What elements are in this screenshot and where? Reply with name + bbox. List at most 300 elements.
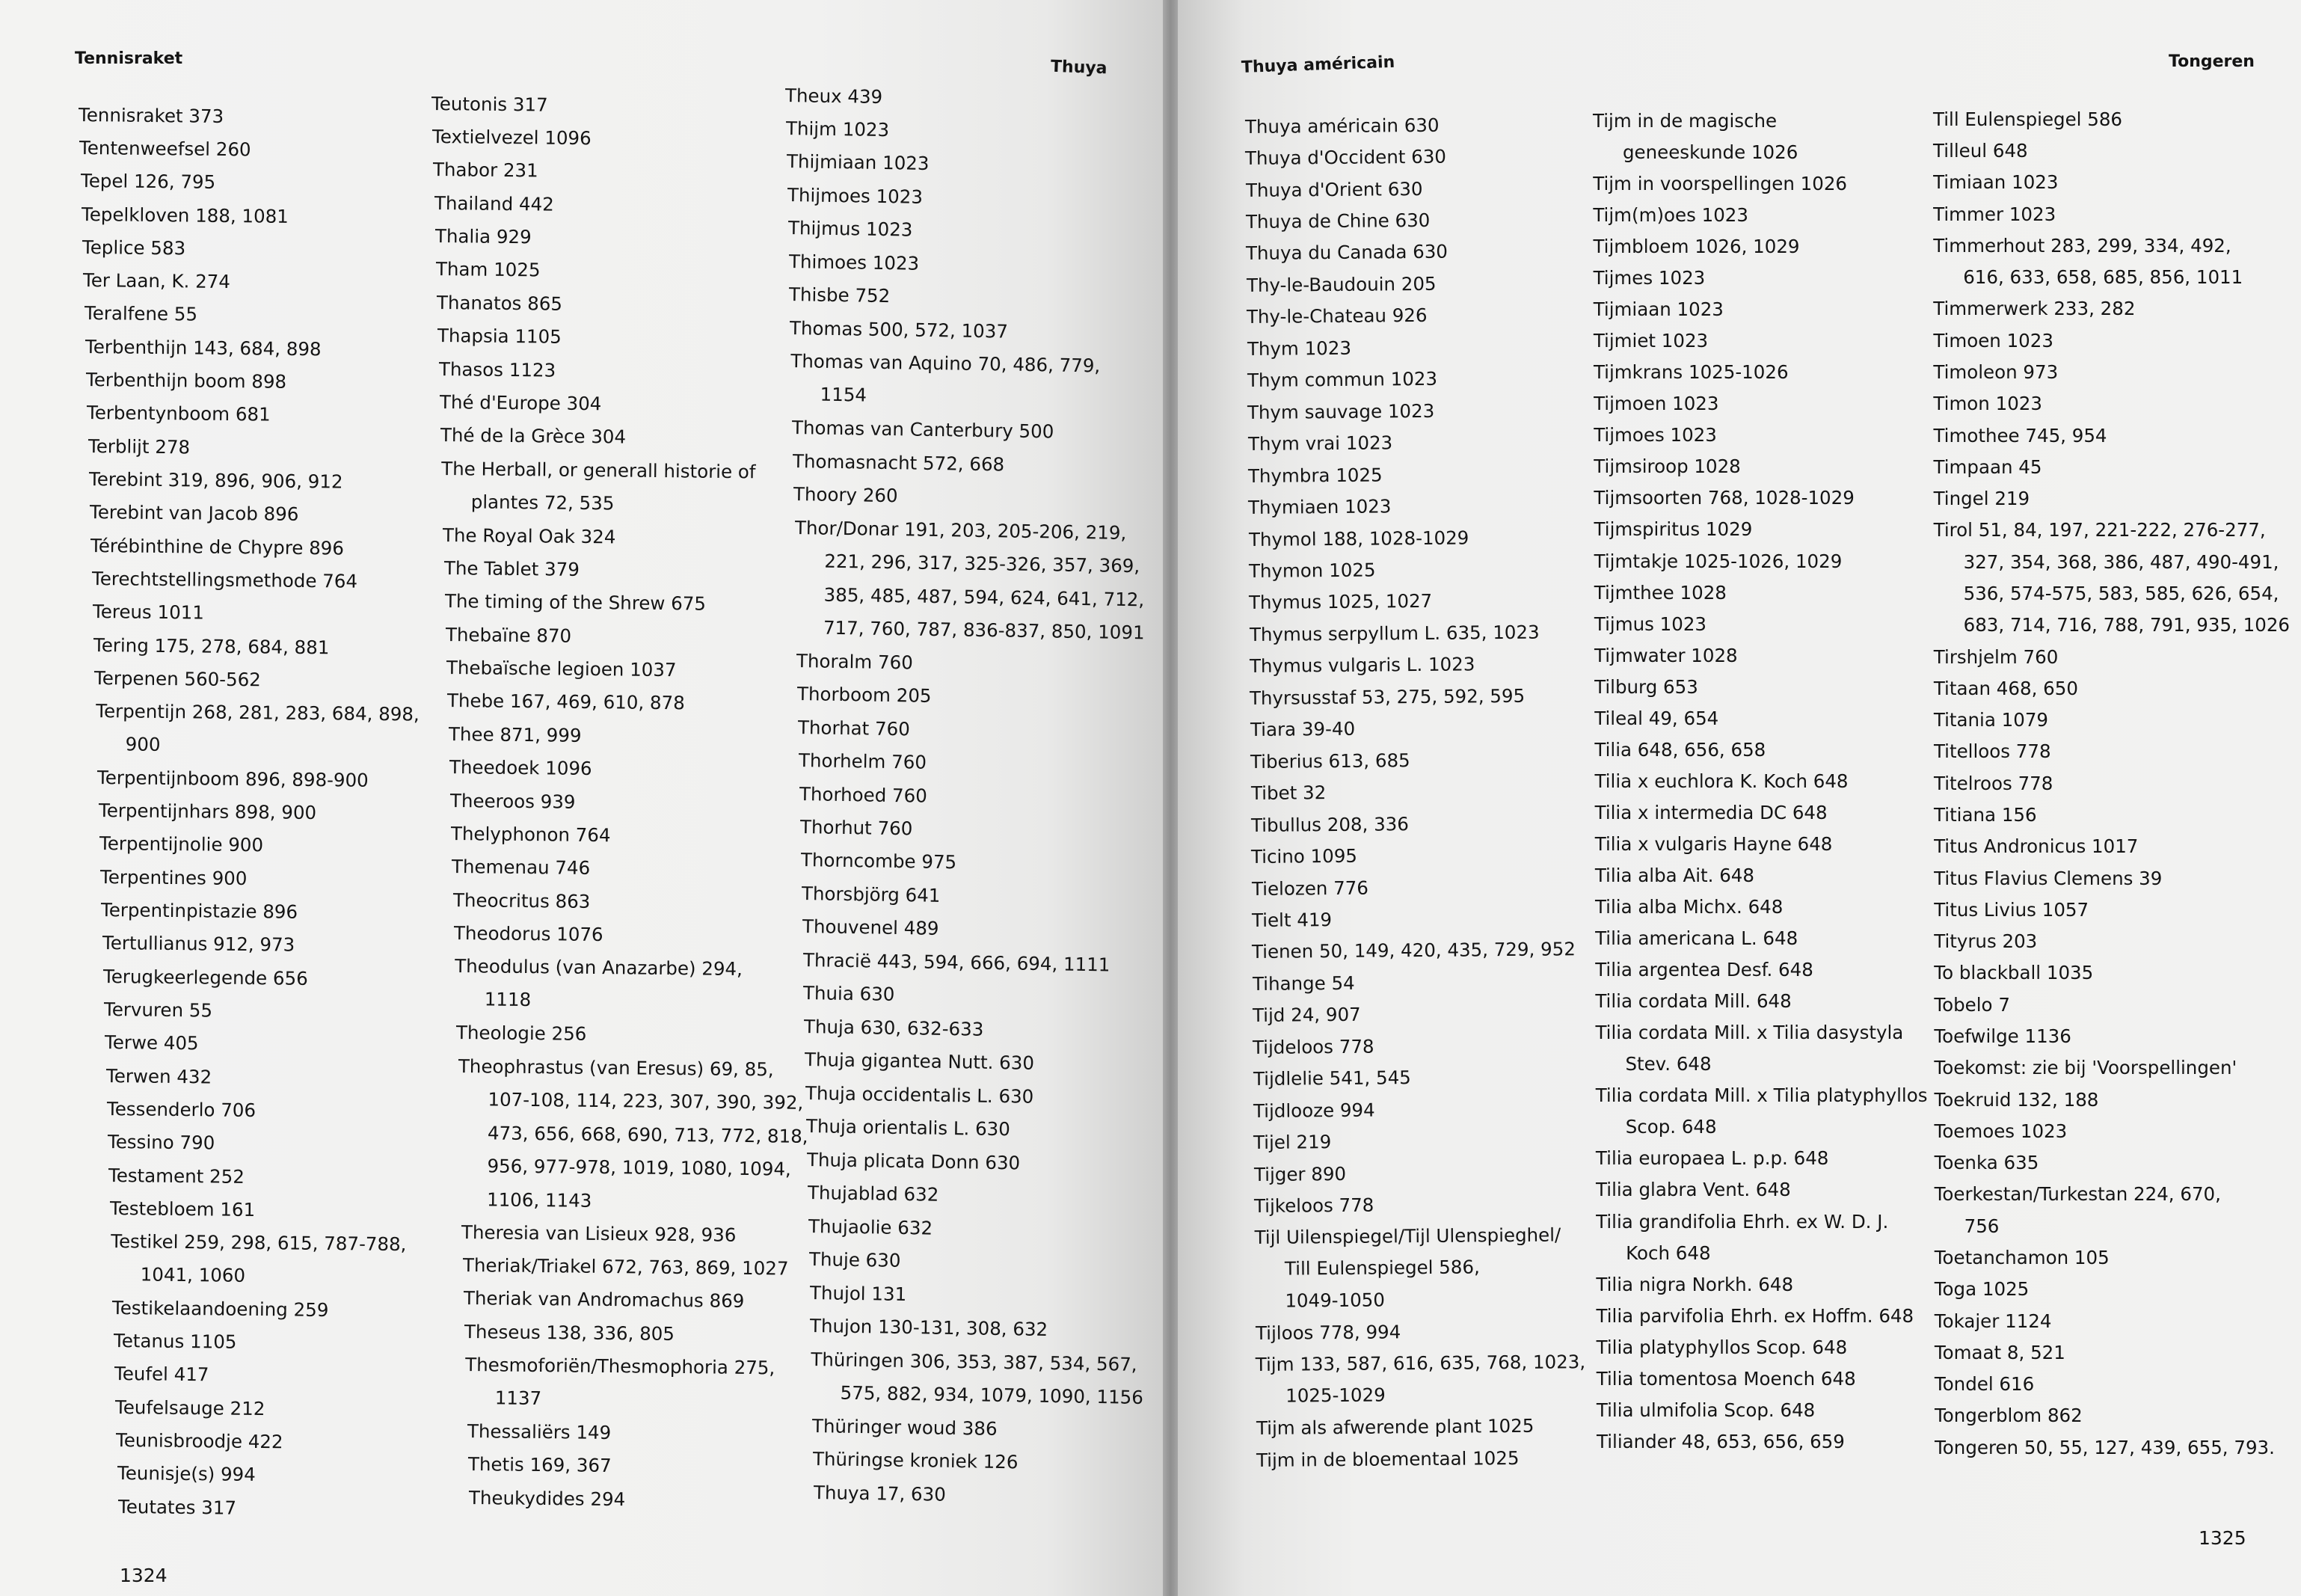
index-entry-line: Tijmspiritus 1029: [1594, 518, 1753, 541]
index-entry: [441, 452, 756, 522]
index-entry: [790, 345, 1101, 416]
index-entry-line: Tijmes 1023: [1593, 267, 1706, 289]
index-entry: [785, 79, 883, 114]
index-entry: [1934, 989, 2010, 1021]
index-entry: [446, 619, 572, 653]
index-entry-line: Thymus serpyllum L. 635, 1023: [1249, 621, 1540, 645]
index-entry-line: Thanatos 865: [436, 291, 563, 315]
index-entry: [806, 1110, 1011, 1147]
index-entry-line: Thorsbjörg 641: [801, 882, 941, 906]
index-entry-line: Tilia alba Michx. 648: [1594, 896, 1784, 918]
index-entry-line: Thijmoes 1023: [787, 183, 923, 208]
index-entry-line: Tijmwater 1028: [1594, 644, 1738, 666]
index-entry-line: Terugkeerlegende 656: [102, 965, 308, 989]
index-entry: [1935, 1147, 2039, 1179]
index-entry: [1933, 104, 2122, 135]
index-entry-line: Tilia 648, 656, 658: [1594, 738, 1766, 761]
index-entry-line: Thujablad 632: [807, 1182, 939, 1206]
index-entry-line: Tilia x vulgaris Hayne 648: [1594, 832, 1833, 855]
index-entry: [1933, 135, 2028, 167]
index-entry: [1934, 1052, 2237, 1084]
index-entry-line: Tibullus 208, 336: [1250, 812, 1409, 836]
index-entry-continuation: 717, 760, 787, 836-837, 850, 1091: [823, 616, 1145, 644]
index-entry: [454, 917, 603, 951]
index-entry-continuation: 956, 977-978, 1019, 1080, 1094,: [486, 1155, 791, 1180]
index-entry: [1595, 797, 1828, 829]
index-entry: [467, 1415, 611, 1449]
index-entry-line: Theukydides 294: [468, 1486, 626, 1510]
index-entry-line: Toekruid 132, 188: [1934, 1088, 2099, 1111]
index-entry-line: Theriak van Andromachus 869: [463, 1287, 745, 1313]
index-entry: [464, 1282, 745, 1318]
index-entry-line: Theseus 138, 336, 805: [464, 1320, 675, 1345]
index-entry-continuation: 1041, 1060: [140, 1263, 246, 1287]
index-entry: [1597, 1332, 1848, 1363]
index-entry-line: Theedoek 1096: [449, 756, 592, 780]
index-entry-line: Tihange 54: [1252, 972, 1355, 995]
index-entry: [1594, 357, 1789, 388]
index-entry: [802, 944, 1110, 982]
index-entry: [1595, 766, 1849, 797]
page-number: 1324: [120, 1565, 168, 1586]
index-entry: [1934, 452, 2042, 483]
index-entry-line: Thuya d'Orient 630: [1245, 177, 1423, 201]
index-entry-line: Timothee 745, 954: [1933, 424, 2107, 446]
index-entry: [1595, 891, 1783, 923]
index-entry: [797, 678, 932, 713]
index-entry-line: Tobelo 7: [1934, 993, 2010, 1016]
index-entry: [1594, 514, 1753, 545]
index-entry: [793, 512, 1146, 650]
index-entry: [1596, 1206, 1888, 1269]
index-entry-continuation: geneeskunde 1026: [1623, 141, 1798, 163]
index-entry-line: Tijmoen 1023: [1594, 393, 1719, 415]
index-entry-line: Tijmbloem 1026, 1029: [1593, 236, 1800, 258]
index-entry-line: Tijmtakje 1025-1026, 1029: [1594, 550, 1843, 572]
index-entry: [803, 977, 895, 1011]
index-entry-line: Testikelaandoening 259: [112, 1296, 329, 1321]
index-entry-line: Tijm(m)oes 1023: [1593, 204, 1748, 227]
index-entry-line: Thijmus 1023: [787, 217, 913, 242]
index-entry-line: Tileal 49, 654: [1594, 707, 1719, 729]
index-entry: [1935, 1400, 2083, 1431]
index-entry-line: Terpentijnboom 896, 898-900: [97, 766, 369, 791]
index-entry: [1595, 829, 1833, 860]
index-entry-line: Thy-le-Baudouin 205: [1246, 272, 1437, 296]
index-entry-line: Thapsia 1105: [437, 325, 562, 348]
index-entry: [1935, 1116, 2068, 1147]
index-entry-line: Theux 439: [784, 84, 883, 108]
index-entry-line: Thuya d'Occident 630: [1245, 145, 1447, 170]
index-entry: [1933, 357, 2058, 388]
index-entry-line: Tijmkrans 1025-1026: [1593, 361, 1789, 384]
index-entry-line: Tityrus 203: [1934, 930, 2038, 953]
index-entry-line: Timmerhout 283, 299, 334, 492,: [1933, 234, 2231, 257]
index-entry: [447, 684, 685, 720]
index-entry-line: Tijkeloos 778: [1254, 1194, 1374, 1218]
index-entry-line: Thuya de Chine 630: [1245, 209, 1431, 233]
index-entry: [445, 585, 706, 621]
index-entry-line: Theriak/Triakel 672, 763, 869, 1027: [462, 1253, 789, 1280]
index-entry: [1594, 546, 1843, 577]
index-entry-line: Tirshjelm 760: [1933, 645, 2059, 668]
index-entry: [1595, 1017, 1903, 1080]
index-entry-line: Toerkestan/Turkestan 224, 670,: [1934, 1183, 2221, 1206]
index-entry-line: Tervuren 55: [103, 998, 213, 1022]
index-entry-line: Timoen 1023: [1933, 329, 2053, 352]
index-entry-line: Tijdeloos 778: [1253, 1035, 1375, 1058]
index-entry: [439, 386, 601, 421]
index-entry: [1934, 642, 2059, 673]
index-entry-line: Tijl Uilenspiegel/Tijl Ulenspieghel/: [1253, 1224, 1561, 1249]
index-entry-line: Tessino 790: [107, 1131, 215, 1154]
index-entry-line: Titelloos 778: [1933, 740, 2051, 763]
index-entry: [432, 120, 592, 156]
index-entry: [811, 1343, 1145, 1415]
index-entry-line: Tilia tomentosa Moench 648: [1596, 1367, 1856, 1390]
index-entry-line: Tijloos 778, 994: [1255, 1321, 1401, 1344]
index-entry: [1935, 1432, 2275, 1464]
index-entry-line: The Royal Oak 324: [443, 524, 617, 547]
index-entry: [464, 1316, 675, 1351]
index-entry: [1935, 1337, 2065, 1369]
index-entry: [436, 253, 541, 287]
index-entry-line: Toetanchamon 105: [1934, 1247, 2110, 1269]
right-page: [1178, 0, 2301, 1596]
index-entry: [805, 1077, 1034, 1114]
index-entry-line: Theresia van Lisieux 928, 936: [461, 1221, 737, 1246]
index-entry: [786, 112, 890, 147]
index-entry-line: Thuja 630, 632-633: [804, 1015, 984, 1040]
index-entry: [465, 1348, 775, 1418]
index-entry-line: Thijmiaan 1023: [786, 150, 930, 175]
index-entry: [1933, 325, 2053, 357]
index-entry: [793, 445, 1005, 482]
index-entry: [433, 153, 538, 188]
index-entry-line: Tentenweefsel 260: [79, 136, 252, 161]
index-entry-line: Terpentines 900: [99, 865, 248, 889]
index-entry: [1935, 1274, 2030, 1305]
index-entry-line: Tering 175, 278, 684, 881: [93, 633, 330, 658]
index-entry: [1594, 640, 1738, 672]
index-entry-line: Tilia cordata Mill. x Tilia platyphyllos: [1595, 1084, 1928, 1107]
index-entry: [1597, 1395, 1815, 1426]
index-entry-line: Teutonis 317: [431, 92, 548, 116]
index-entry-line: Thymol 188, 1028-1029: [1248, 526, 1469, 550]
index-entry-continuation: 575, 882, 934, 1079, 1090, 1156: [840, 1381, 1144, 1409]
index-entry-continuation: Koch 648: [1626, 1241, 1711, 1264]
index-entry-line: Terbenthijn 143, 684, 898: [85, 335, 322, 360]
index-entry: [1934, 736, 2051, 767]
index-entry-line: Thorhut 760: [799, 816, 913, 840]
index-entry: [793, 478, 897, 513]
index-entry: [449, 751, 592, 785]
index-entry: [804, 1010, 984, 1046]
index-entry-line: Thé d'Europe 304: [439, 391, 602, 415]
index-entry-line: Titania 1079: [1933, 709, 2049, 731]
running-head-right: Thuya: [1050, 57, 1108, 79]
index-entry-line: Timpaan 45: [1933, 455, 2042, 478]
index-entry-line: Thesmoforiën/Thesmophoria 275,: [465, 1354, 775, 1379]
index-entry: [805, 1043, 1035, 1080]
index-entry-line: Terebint 319, 896, 906, 912: [88, 468, 343, 493]
index-entry-line: Tijdlooze 994: [1253, 1099, 1375, 1122]
index-entry: [813, 1443, 1019, 1479]
index-entry-line: Thé de la Grèce 304: [440, 424, 627, 448]
index-entry-line: Tilia europaea L. p.p. 648: [1595, 1147, 1829, 1170]
index-entry-line: Tijmthee 1028: [1594, 581, 1727, 604]
index-entry: [446, 651, 677, 687]
index-entry-line: Textielvezel 1096: [432, 125, 592, 150]
index-entry-line: Tiara 39-40: [1250, 718, 1356, 741]
index-entry-line: Testebloem 161: [109, 1197, 255, 1221]
index-entry-continuation: Scop. 648: [1625, 1116, 1717, 1138]
index-entry-continuation: 1025-1029: [1285, 1384, 1386, 1408]
index-entry-line: Theodorus 1076: [453, 922, 603, 946]
index-entry-line: Tirol 51, 84, 197, 221-222, 276-277,: [1933, 519, 2266, 541]
index-entry: [452, 850, 591, 885]
index-entry-continuation: 221, 296, 317, 325-326, 357, 369,: [823, 550, 1140, 577]
index-entry: [1934, 673, 2078, 705]
index-entry: [451, 817, 611, 853]
index-entry: [1935, 1242, 2110, 1274]
index-entry-line: To blackball 1035: [1934, 962, 2094, 984]
index-entry-line: Tepelkloven 188, 1081: [81, 203, 289, 227]
index-entry-line: Thorncombe 975: [800, 849, 957, 874]
index-entry: [812, 1410, 998, 1446]
index-entry-line: Till Eulenspiegel 586: [1933, 108, 2123, 130]
index-entry-line: Thabor 231: [433, 159, 539, 182]
index-entry-line: Titus Flavius Clemens 39: [1934, 867, 2163, 889]
index-entry-line: Thuja orientalis L. 630: [805, 1115, 1011, 1141]
index-entry-line: Tereus 1011: [92, 601, 204, 624]
index-entry-line: Tilia cordata Mill. x Tilia dasystyla: [1595, 1022, 1904, 1044]
index-entry: [1594, 577, 1727, 609]
index-entry-line: Terblijt 278: [87, 435, 190, 458]
index-entry-line: Tilia nigra Norkh. 648: [1596, 1273, 1794, 1295]
index-entry: [1934, 863, 2162, 894]
index-entry-line: Thym commun 1023: [1247, 368, 1438, 392]
index-entry: [1593, 200, 1748, 231]
index-entry-line: Thimoes 1023: [788, 250, 919, 274]
index-entry-line: Thetis 169, 367: [467, 1453, 612, 1477]
index-entry-line: Toekomst: zie bij 'Voorspellingen': [1934, 1057, 2237, 1079]
index-entry-line: Tijm in de bloementaal 1025: [1256, 1446, 1520, 1471]
index-entry-line: Tennisraket 373: [78, 103, 224, 127]
index-entry-line: Timoleon 973: [1933, 361, 2059, 384]
index-entry-line: Tessenderlo 706: [106, 1097, 256, 1121]
index-entry-line: Teufelsauge 212: [115, 1396, 265, 1419]
index-entry-line: Thyrsusstaf 53, 275, 592, 595: [1250, 684, 1526, 709]
index-entry-line: Thymus vulgaris L. 1023: [1249, 653, 1475, 678]
index-entry-line: Tongeren 50, 55, 127, 439, 655, 793.: [1935, 1436, 2275, 1458]
index-entry-continuation: 1106, 1143: [486, 1188, 592, 1212]
page-number: 1325: [2199, 1527, 2246, 1549]
index-entry-line: Tijm in de magische: [1593, 109, 1778, 132]
index-entry-line: Ticino 1095: [1251, 844, 1358, 868]
index-entry: [1933, 199, 2056, 230]
index-entry-line: Thorboom 205: [797, 683, 933, 707]
index-entry-line: Tijmus 1023: [1594, 613, 1707, 635]
index-entry: [808, 1210, 933, 1245]
index-entry-line: Tokajer 1124: [1934, 1310, 2052, 1332]
index-entry: [787, 179, 923, 214]
index-entry-line: Testament 252: [108, 1164, 245, 1188]
index-entry-line: Testikel 259, 298, 615, 787-788,: [110, 1230, 407, 1256]
index-entry-line: Terbenthijn boom 898: [85, 369, 287, 393]
running-head-left: Tennisraket: [75, 49, 183, 68]
index-entry-line: Titiana 156: [1934, 804, 2037, 826]
index-entry-continuation: 756: [1964, 1215, 2000, 1237]
index-entry: [1933, 420, 2107, 452]
index-entry: [808, 1243, 900, 1277]
index-entry: [1595, 860, 1754, 891]
index-entry-line: Thee 871, 999: [448, 722, 582, 746]
index-entry-continuation: 900: [125, 733, 161, 756]
index-entry-line: Terpentinpistazie 896: [101, 899, 298, 923]
index-entry-line: Toga 1025: [1934, 1278, 2030, 1301]
index-entry-line: Tingel 219: [1933, 488, 2030, 510]
index-entry: [1596, 1080, 1928, 1143]
index-entry-line: Thelyphonon 764: [451, 822, 611, 847]
index-entry-line: Toenka 635: [1934, 1152, 2039, 1174]
index-entry: [799, 744, 927, 779]
index-entry-line: Timmerwerk 233, 282: [1933, 298, 2136, 320]
index-entry: [1934, 768, 2053, 799]
index-entry-line: Teplice 583: [82, 236, 186, 260]
index-entry: [434, 187, 553, 221]
index-entry-line: Terpentijnhars 898, 900: [98, 799, 316, 824]
index-entry-line: Thomasnacht 572, 668: [792, 449, 1005, 476]
index-entry-continuation: 473, 656, 668, 690, 713, 772, 818,: [487, 1121, 808, 1147]
index-entry: [1935, 1306, 2052, 1337]
index-entry-line: Tielt 419: [1251, 909, 1333, 931]
index-entry: [1594, 703, 1718, 734]
index-entry-line: Teunisje(s) 994: [117, 1462, 256, 1486]
index-entry-line: Theocritus 863: [452, 888, 591, 912]
index-entry-line: Thouvenel 489: [802, 915, 939, 940]
index-entry-line: Tilia ulmifolia Scop. 648: [1596, 1399, 1816, 1421]
index-entry: [1934, 483, 2030, 515]
index-entry-line: Timon 1023: [1933, 393, 2042, 415]
index-entry-line: Tilia platyphyllos Scop. 648: [1596, 1336, 1848, 1358]
index-entry: [810, 1310, 1048, 1346]
index-entry: [1933, 388, 2042, 420]
index-entry: [789, 278, 891, 313]
index-entry: [1597, 1363, 1856, 1395]
index-entry: [1594, 420, 1717, 451]
index-entry: [1935, 1369, 2034, 1400]
index-entry-line: Thomas 500, 572, 1037: [790, 316, 1009, 343]
index-entry: [1594, 263, 1706, 294]
index-entry-line: Tilia x intermedia DC 648: [1594, 801, 1828, 823]
index-entry: [461, 1216, 737, 1252]
index-entry: [1597, 1426, 1845, 1458]
index-entry-line: Thomas van Canterbury 500: [791, 417, 1054, 443]
index-entry: [437, 286, 562, 321]
index-entry-line: Thijm 1023: [785, 117, 890, 141]
index-entry-line: Thym 1023: [1247, 337, 1351, 360]
index-entry-line: Thasos 1123: [438, 357, 556, 381]
index-entry-line: The Tablet 379: [443, 556, 580, 580]
index-entry: [456, 1050, 808, 1220]
index-entry-line: Tienen 50, 149, 420, 435, 729, 952: [1252, 938, 1576, 963]
index-entry: [807, 1144, 1021, 1180]
index-entry-line: Thailand 442: [434, 191, 554, 215]
index-entry-continuation: 1118: [484, 989, 532, 1011]
index-entry: [1935, 1179, 2221, 1242]
index-entry-line: Teufel 417: [114, 1363, 209, 1386]
index-entry-line: Tilia parvifolia Ehrh. ex Hoffm. 648: [1596, 1304, 1914, 1327]
index-entry-line: Thym vrai 1023: [1247, 432, 1392, 455]
index-entry: [1597, 1301, 1914, 1332]
index-entry-line: Thuja occidentalis L. 630: [805, 1081, 1034, 1108]
index-entry: [1596, 1174, 1791, 1206]
index-entry-line: Tilia alba Ait. 648: [1594, 865, 1754, 887]
index-entry: [1594, 388, 1718, 420]
index-entry: [1933, 167, 2058, 198]
index-entry-line: Tetanus 1105: [113, 1330, 237, 1353]
index-entry: [456, 1016, 587, 1051]
index-entry-line: Titus Livius 1057: [1934, 898, 2089, 921]
index-entry-line: Tomaat 8, 521: [1934, 1341, 2065, 1363]
index-entry-line: Teralfene 55: [84, 302, 197, 326]
index-entry: [438, 353, 556, 387]
index-entry-line: Terpenen 560-562: [94, 666, 262, 691]
running-head-right: Tongeren: [2169, 52, 2255, 71]
index-entry: [450, 785, 576, 819]
index-entry-line: Thuya américain 630: [1244, 114, 1440, 138]
index-entry-line: Toefwilge 1136: [1934, 1025, 2071, 1048]
index-entry: [1594, 294, 1724, 325]
index-entry: [790, 312, 1009, 349]
index-entry-line: Terwen 432: [105, 1064, 212, 1088]
index-entry-line: Terechtstellingsmethode 764: [91, 567, 357, 592]
index-entry: [443, 519, 616, 554]
index-entry: [786, 145, 929, 180]
index-entry-line: The Herball, or generall historie of: [441, 457, 756, 483]
index-entry: [798, 711, 911, 746]
index-entry-line: Tilia grandifolia Ehrh. ex W. D. J.: [1596, 1210, 1889, 1233]
index-entry-line: Tijdlelie 541, 545: [1253, 1066, 1411, 1090]
index-entry-line: Terebint van Jacob 896: [89, 501, 299, 526]
index-entry: [802, 910, 938, 945]
index-entry-line: Thüringer woud 386: [811, 1414, 998, 1440]
index-entry: [443, 552, 579, 586]
index-entry-line: Tijmiaan 1023: [1593, 298, 1724, 321]
index-entry: [1594, 672, 1698, 703]
index-entry: [1934, 1084, 2098, 1116]
index-entry-line: Thorhoed 760: [799, 782, 928, 807]
index-entry: [1933, 230, 2243, 294]
index-entry-line: Térébinthine de Chypre 896: [90, 534, 345, 559]
index-entry-line: Tilia americana L. 648: [1595, 927, 1798, 950]
index-entry: [1934, 705, 2048, 736]
index-entry-line: Thuya du Canada 630: [1246, 241, 1449, 265]
index-entry: [796, 645, 913, 680]
index-entry-line: Timiaan 1023: [1933, 171, 2059, 194]
index-entry-line: Thorhat 760: [797, 716, 911, 740]
index-entry-line: Thym sauvage 1023: [1247, 399, 1435, 423]
index-entry: [807, 1176, 938, 1212]
index-entry: [1934, 799, 2037, 831]
index-entry-line: Thüringen 306, 353, 387, 534, 567,: [811, 1348, 1138, 1375]
index-entry-line: Tongerblom 862: [1934, 1405, 2083, 1427]
index-entry-continuation: 107-108, 114, 223, 307, 390, 392,: [487, 1088, 803, 1114]
index-entry-line: Themenau 746: [452, 856, 591, 880]
index-entry-line: Tilia cordata Mill. 648: [1595, 990, 1792, 1013]
index-entry-line: Terpentijn 268, 281, 283, 684, 898,: [95, 700, 420, 725]
